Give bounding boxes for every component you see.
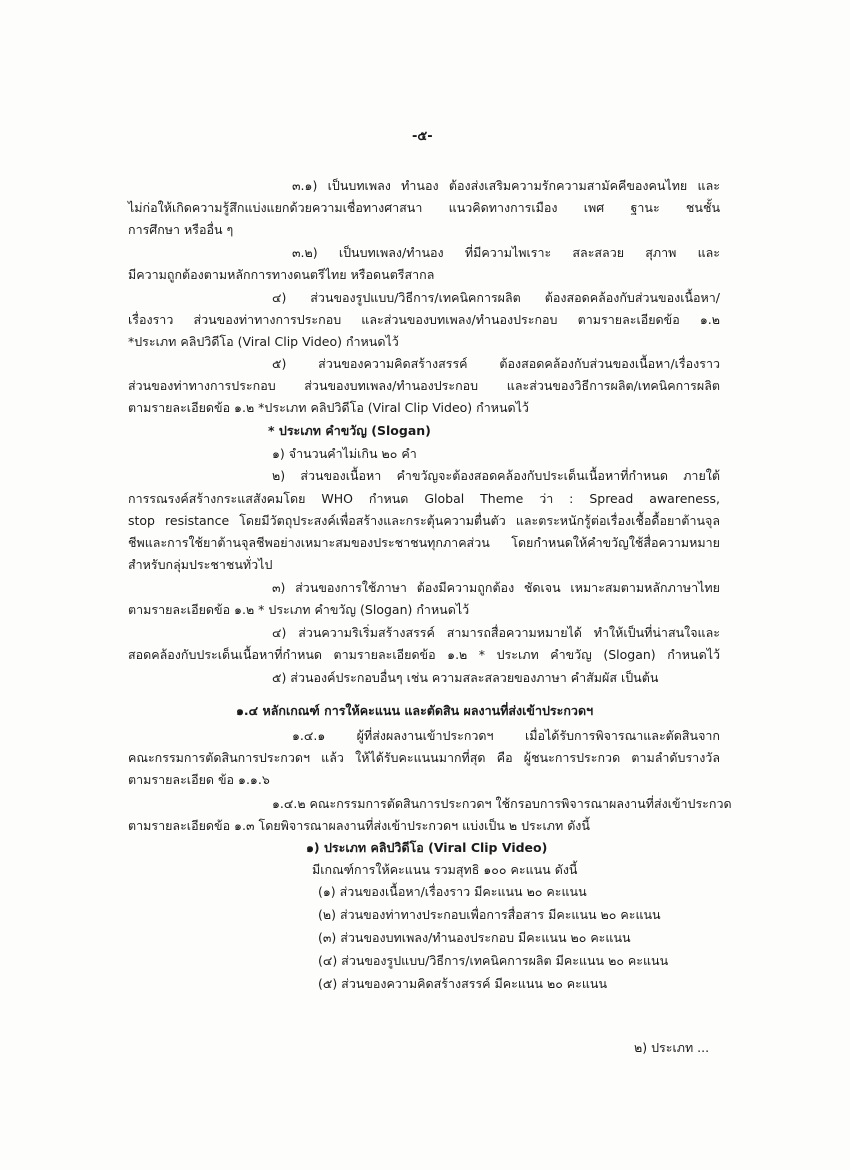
paragraph-line: คณะกรรมการตัดสินการประกวดฯ แล้ว ให้ได้รับคะแนนมากที่สุด คือ ผู้ชนะการประกวด ตามลำดับรางวัล bbox=[128, 750, 720, 765]
paragraph-line: เรื่องราว ส่วนของท่าทางการประกอบ และส่วนของบทเพลง/ทำนองประกอบ ตามรายละเอียดข้อ ๑.๒ bbox=[128, 312, 720, 327]
paragraph-line: มีความถูกต้องตามหลักการทางดนตรีไทย หรือดนตรีสากล bbox=[128, 267, 435, 282]
section-heading: * ประเภท คำขวัญ (Slogan) bbox=[268, 423, 431, 438]
paragraph-line: *ประเภท คลิปวิดีโอ (Viral Clip Video) กำหนดไว้ bbox=[128, 334, 399, 349]
paragraph-line: stop resistance โดยมีวัตถุประสงค์เพื่อสร้างและกระตุ้นความตื่นตัว และตระหนักรู้ต่อเรื่องเชื้อดื้อยาต้านจุล bbox=[128, 513, 720, 528]
subsection-heading: ๑) ประเภท คลิปวิดีโอ (Viral Clip Video) bbox=[306, 840, 548, 855]
list-item: (๒) ส่วนของท่าทางประกอบเพื่อการสื่อสาร มีคะแนน ๒๐ คะแนน bbox=[318, 907, 661, 922]
list-item: (๓) ส่วนของบทเพลง/ทำนองประกอบ มีคะแนน ๒๐ คะแนน bbox=[318, 930, 631, 945]
paragraph-line: สำหรับกลุ่มประชาชนทั่วไป bbox=[128, 557, 273, 572]
paragraph-line: ไม่ก่อให้เกิดความรู้สึกแบ่งแยกด้วยความเชื่อทางศาสนา แนวคิดทางการเมือง เพศ ฐานะ ชนชั้น bbox=[128, 200, 720, 215]
paragraph-line: ๓.๑) เป็นบทเพลง ทำนอง ต้องส่งเสริมความรักความสามัคคีของคนไทย และ bbox=[292, 178, 720, 193]
list-item: (๑) ส่วนของเนื้อหา/เรื่องราว มีคะแนน ๒๐ คะแนน bbox=[318, 884, 587, 899]
paragraph-line: ๔) ส่วนของรูปแบบ/วิธีการ/เทคนิคการผลิต ต้องสอดคล้องกับส่วนของเนื้อหา/ bbox=[272, 290, 720, 305]
paragraph-line: ๑) จำนวนคำไม่เกิน ๒๐ คำ bbox=[272, 446, 417, 461]
paragraph-line: ๔) ส่วนความริเริ่มสร้างสรรค์ สามารถสื่อความหมายได้ ทำให้เป็นที่น่าสนใจและ bbox=[272, 625, 720, 640]
continuation-text: ๒) ประเภท ... bbox=[634, 1040, 710, 1055]
paragraph-line: ชีพและการใช้ยาต้านจุลชีพอย่างเหมาะสมของประชาชนทุกภาคส่วน โดยกำหนดให้คำขวัญใช้สื่อความหมาย bbox=[128, 535, 720, 550]
page-number: -๕- bbox=[412, 129, 433, 144]
paragraph-line: การรณรงค์สร้างกระแสสังคมโดย WHO กำหนด Global Theme ว่า : Spread awareness, bbox=[128, 491, 720, 506]
paragraph-line: ๒) ส่วนของเนื้อหา คำขวัญจะต้องสอดคล้องกับประเด็นเนื้อหาที่กำหนด ภายใต้ bbox=[272, 468, 720, 483]
paragraph-line: ๕) ส่วนองค์ประกอบอื่นๆ เช่น ความสละสลวยของภาษา คำสัมผัส เป็นต้น bbox=[272, 670, 659, 685]
paragraph-line: มีเกณฑ์การให้คะแนน รวมสุทธิ ๑๐๐ คะแนน ดังนี้ bbox=[312, 862, 578, 877]
section-heading: ๑.๔ หลักเกณฑ์ การให้คะแนน และตัดสิน ผลงานที่ส่งเข้าประกวดฯ bbox=[236, 703, 594, 718]
paragraph-line: ตามรายละเอียดข้อ ๑.๒ * ประเภท คำขวัญ (Slogan) กำหนดไว้ bbox=[128, 602, 470, 617]
paragraph-line: ๓) ส่วนของการใช้ภาษา ต้องมีความถูกต้อง ชัดเจน เหมาะสมตามหลักภาษาไทย bbox=[272, 580, 720, 595]
paragraph-line: การศึกษา หรืออื่น ๆ bbox=[128, 222, 234, 237]
paragraph-line: ตามรายละเอียด ข้อ ๑.๑.๖ bbox=[128, 772, 270, 787]
paragraph-line: ๑.๔.๑ ผู้ที่ส่งผลงานเข้าประกวดฯ เมื่อได้รับการพิจารณาและตัดสินจาก bbox=[292, 728, 720, 743]
paragraph-line: ตามรายละเอียดข้อ ๑.๒ *ประเภท คลิปวิดีโอ (Viral Clip Video) กำหนดไว้ bbox=[128, 400, 529, 415]
list-item: (๕) ส่วนของความคิดสร้างสรรค์ มีคะแนน ๒๐ คะแนน bbox=[318, 976, 608, 991]
paragraph-line: ตามรายละเอียดข้อ ๑.๓ โดยพิจารณาผลงานที่ส่งเข้าประกวดฯ แบ่งเป็น ๒ ประเภท ดังนี้ bbox=[128, 818, 590, 833]
paragraph-line: ๕) ส่วนของความคิดสร้างสรรค์ ต้องสอดคล้องกับส่วนของเนื้อหา/เรื่องราว bbox=[272, 356, 720, 371]
paragraph-line: ๓.๒) เป็นบทเพลง/ทำนอง ที่มีความไพเราะ สละสลวย สุภาพ และ bbox=[292, 245, 720, 260]
paragraph-line: สอดคล้องกับประเด็นเนื้อหาที่กำหนด ตามรายละเอียดข้อ ๑.๒ * ประเภท คำขวัญ (Slogan) กำหนดไว้ bbox=[128, 647, 720, 662]
paragraph-line: ส่วนของท่าทางการประกอบ ส่วนของบทเพลง/ทำนองประกอบ และส่วนของวิธีการผลิต/เทคนิคการผลิต bbox=[128, 378, 720, 393]
paragraph-line: ๑.๔.๒ คณะกรรมการตัดสินการประกวดฯ ใช้กรอบการพิจารณาผลงานที่ส่งเข้าประกวด bbox=[272, 796, 732, 811]
list-item: (๔) ส่วนของรูปแบบ/วิธีการ/เทคนิคการผลิต มีคะแนน ๒๐ คะแนน bbox=[318, 953, 669, 968]
